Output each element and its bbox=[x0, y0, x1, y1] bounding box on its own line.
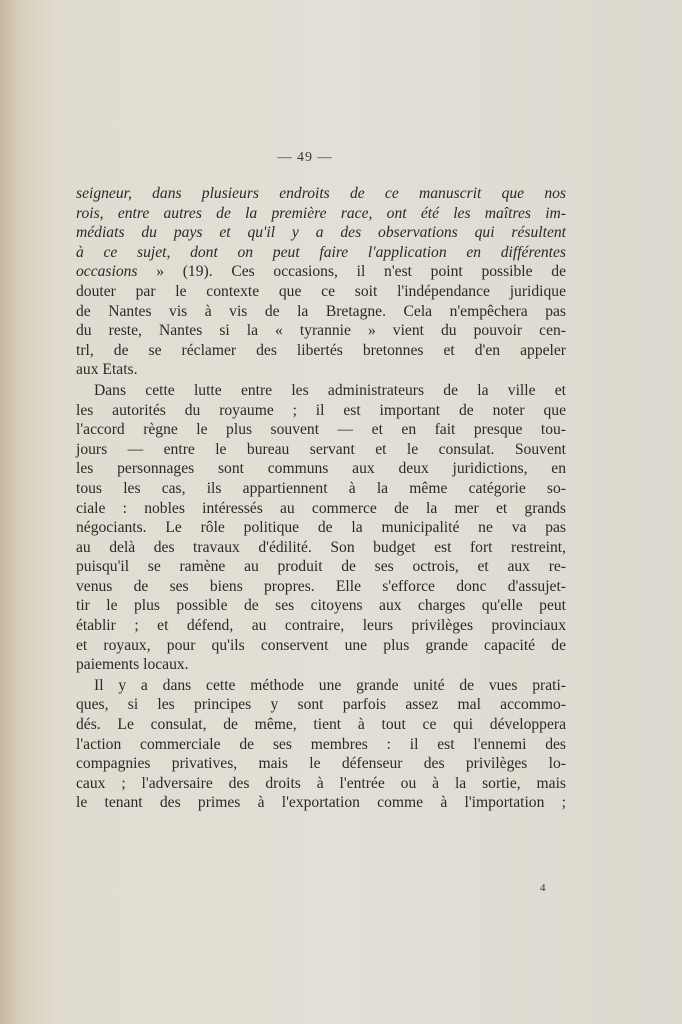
text-line bbox=[76, 676, 566, 696]
text-segment: trl, de se réclamer des libertés bretonnes et d'en appeler bbox=[76, 341, 566, 359]
text-segment: venus de ses biens propres. Elle s'efforce donc d'assujet- bbox=[76, 577, 566, 595]
text-segment: et royaux, pour qu'ils conservent une plus grande capacité de bbox=[76, 636, 566, 654]
text-line bbox=[76, 243, 566, 263]
paragraph bbox=[76, 676, 566, 813]
signature-mark: 4 bbox=[540, 882, 546, 894]
text-line bbox=[76, 479, 566, 499]
text-line bbox=[76, 401, 566, 421]
text-line bbox=[76, 420, 566, 440]
text-line bbox=[76, 223, 566, 243]
text-line bbox=[76, 538, 566, 558]
text-segment: le tenant des primes à l'exportation comme à l'importation ; bbox=[76, 794, 566, 812]
text-line bbox=[76, 282, 566, 302]
italic-quote-segment: médiats du pays et qu'il y a des observations qui résultent bbox=[76, 224, 566, 242]
text-segment: l'action commerciale de ses membres : il est l'ennemi des bbox=[76, 735, 566, 753]
text-line bbox=[76, 695, 566, 715]
text-segment: aux Etats. bbox=[76, 361, 138, 379]
text-line bbox=[76, 184, 566, 204]
paragraph bbox=[76, 381, 566, 675]
text-segment: ciale : nobles intéressés au commerce de la mer et grands bbox=[76, 499, 566, 517]
text-segment: compagnies privatives, mais le défenseur des privilèges lo- bbox=[76, 755, 566, 773]
text-line bbox=[76, 518, 566, 538]
text-segment: paiements locaux. bbox=[76, 656, 189, 674]
text-segment: tir le plus possible de ses citoyens aux charges qu'elle peut bbox=[76, 597, 566, 615]
text-line bbox=[76, 440, 566, 460]
text-segment: ques, si les principes y sont parfois assez mal accommo- bbox=[76, 696, 566, 714]
text-line bbox=[76, 616, 566, 636]
body-text bbox=[76, 184, 566, 813]
text-segment: dés. Le consulat, de même, tient à tout ce qui développera bbox=[76, 716, 566, 734]
italic-quote-segment: à ce sujet, dont on peut faire l'application en différentes bbox=[76, 243, 566, 261]
text-segment: caux ; l'adversaire des droits à l'entrée ou à la sortie, mais bbox=[76, 774, 566, 792]
text-line bbox=[76, 754, 566, 774]
text-segment: l'accord règne le plus souvent — et en fait presque tou- bbox=[76, 421, 566, 439]
text-segment: les personnages sont communs aux deux juridictions, en bbox=[76, 460, 566, 478]
text-segment: » (19). Ces occasions, il n'est point possible de bbox=[137, 263, 566, 281]
text-line bbox=[76, 596, 566, 616]
text-segment: du reste, Nantes si la « tyrannie » vient du pouvoir cen- bbox=[76, 322, 566, 340]
text-segment: jours — entre le bureau servant et le consulat. Souvent bbox=[76, 440, 566, 458]
text-segment: au delà des travaux d'édilité. Son budget est fort restreint, bbox=[76, 538, 566, 556]
text-line bbox=[76, 341, 566, 361]
text-line bbox=[76, 715, 566, 735]
italic-quote-segment: occasions bbox=[76, 263, 138, 281]
text-line bbox=[76, 262, 566, 282]
text-line bbox=[76, 381, 566, 401]
text-line bbox=[76, 774, 566, 794]
text-segment: les autorités du royaume ; il est important de noter que bbox=[76, 401, 566, 419]
text-line bbox=[76, 793, 566, 813]
text-line bbox=[76, 636, 566, 656]
text-segment: Dans cette lutte entre les administrateurs de la ville et bbox=[94, 381, 566, 399]
text-segment: tous les cas, ils appartiennent à la même catégorie so- bbox=[76, 479, 566, 497]
text-segment: négociants. Le rôle politique de la municipalité ne va pas bbox=[76, 519, 566, 537]
page-number: — 49 — bbox=[277, 150, 333, 165]
text-line bbox=[76, 459, 566, 479]
italic-quote-segment: rois, entre autres de la première race, ont été les maîtres im- bbox=[76, 204, 566, 222]
text-line bbox=[76, 557, 566, 577]
text-line bbox=[76, 204, 566, 224]
text-line bbox=[76, 499, 566, 519]
text-line bbox=[76, 360, 566, 380]
text-segment: de Nantes vis à vis de la Bretagne. Cela n'empêchera pas bbox=[76, 302, 566, 320]
text-line bbox=[76, 577, 566, 597]
text-line bbox=[76, 735, 566, 755]
text-line bbox=[76, 302, 566, 322]
text-segment: Il y a dans cette méthode une grande unité de vues prati- bbox=[94, 676, 566, 694]
text-segment: établir ; et défend, au contraire, leurs privilèges provinciaux bbox=[76, 617, 566, 635]
text-segment: douter par le contexte que ce soit l'indépendance juridique bbox=[76, 282, 566, 300]
paragraph bbox=[76, 184, 566, 380]
text-line bbox=[76, 655, 566, 675]
text-segment: puisqu'il se ramène au produit de ses octrois, et aux re- bbox=[76, 558, 566, 576]
italic-quote-segment: seigneur, dans plusieurs endroits de ce manuscrit que nos bbox=[76, 185, 566, 202]
text-line bbox=[76, 321, 566, 341]
